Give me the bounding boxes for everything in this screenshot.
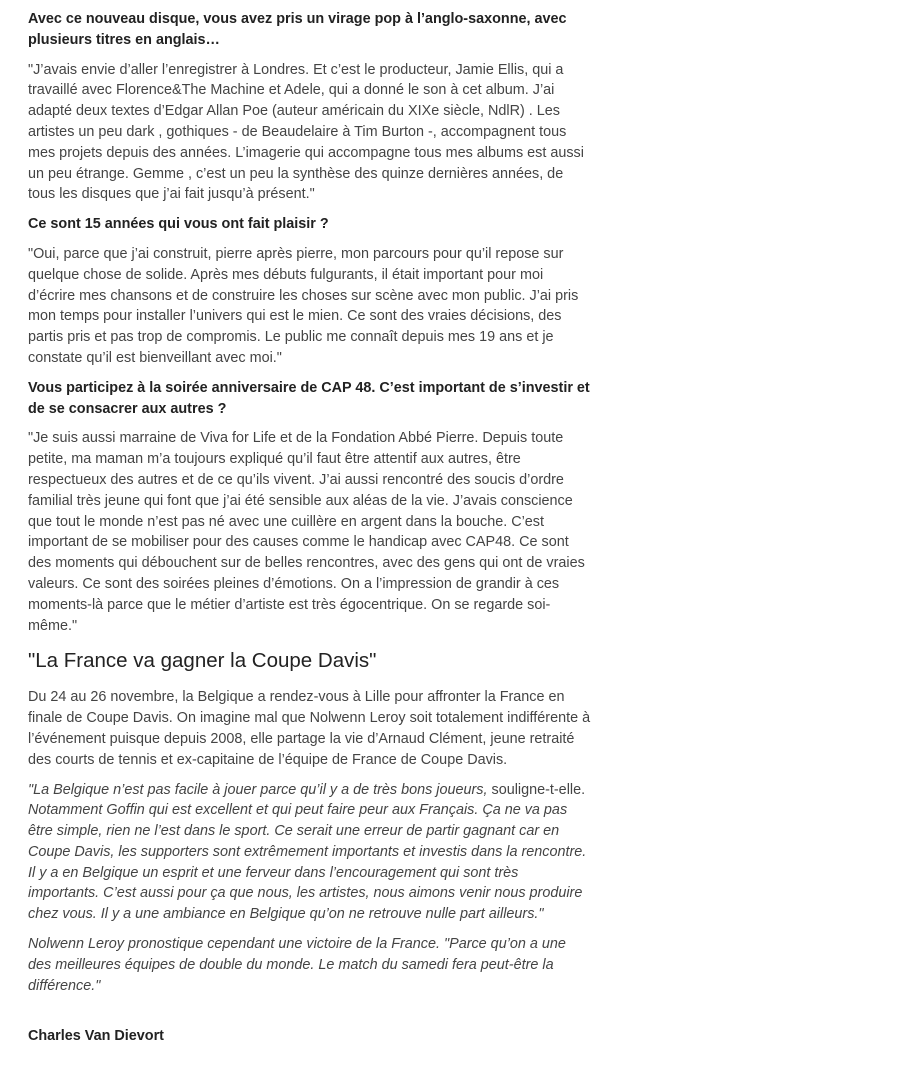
quote-paragraph-1 — [28, 780, 593, 926]
interview-question-3: Vous participez à la soirée anniversaire de CAP 48. C’est important de s’investir et de se consacrer aux autres ? — [28, 379, 590, 417]
interview-answer-2: "Oui, parce que j’ai construit, pierre après pierre, mon parcours pour qu’il repose sur quelque chose de solide. Après mes débuts fulgurants, il était important pour moi d’écrire mes chansons et de construire les choses sur scène avec mon public. J’ai pris mon temps pour installer l’univers qui est le mien. Ce sont des vraies décisions, des partis pris et pas trop de compromis. Le public me connaît depuis mes 19 ans et je constate qu’il est bienveillant avec moi." — [28, 245, 579, 366]
quote-attribution: souligne-t-elle. — [487, 781, 586, 798]
article-body — [28, 9, 593, 1056]
quote-paragraph-2: Nolwenn Leroy pronostique cependant une victoire de la France. "Parce qu’on a une des meilleures équipes de double du monde. Le match du samedi fera peut-être la différence." — [28, 936, 566, 994]
article-author: Charles Van Dievort — [28, 1028, 164, 1045]
interview-answer-3: "Je suis aussi marraine de Viva for Life et de la Fondation Abbé Pierre. Depuis toute petite, ma maman m’a toujours expliqué qu’il faut être attentif aux autres, être respectueux des autres et de ce qu’ils vivent. J’ai aussi rencontré des soucis d’ordre familial très jeune qui font que j’ai été sensible aux aléas de la vie. J’avais conscience que tout le monde n’est pas né avec une cuillère en argent dans la bouche. C’est important de se mobiliser pour des causes comme le handicap avec CAP48. Ce sont des moments qui débouchent sur de belles rencontres, avec des gens qui ont de vraies valeurs. Ce sont des soirées pleines d’émotions. On a l’impression de grandir à ces moments-là parce que le métier d’artiste est très égocentrique. On se regarde soi-même." — [28, 430, 585, 634]
section-heading: "La France va gagner la Coupe Davis" — [28, 649, 377, 673]
quote-text-continued: Notamment Goffin qui est excellent et qui peut faire peur aux Français. Ça ne va pas être simple, rien ne l’est dans le sport. Ce serait une erreur de partir gagnant car en Coupe Davis, les supporters sont extrêmement importants et investis dans la rencontre. Il y a en Belgique un esprit et une ferveur dans l’encouragement qui sont très importants. C’est aussi pour ça que nous, les artistes, nous aimons venir nous produire chez vous. Il y a une ambiance en Belgique qu’on ne retrouve nulle part ailleurs." — [28, 802, 587, 923]
interview-answer-1: "J’avais envie d’aller l’enregistrer à Londres. Et c’est le producteur, Jamie Ellis, qui a travaillé avec Florence&The Machine et Adele, qui a donné le son à cet album. J’ai adapté deux textes d’Edgar Allan Poe (auteur américain du XIXe siècle, NdlR) . Les artistes un peu dark , gothiques - de Beaudelaire à Tim Burton -, accompagnent tous mes projets depuis des années. L’imagerie qui accompagne tous mes albums est aussi un peu étrange. Gemme , c’est un peu la synthèse des quinze dernières années, de tous les disques que j’ai fait jusqu’à présent." — [28, 61, 584, 203]
quote-text-start: "La Belgique n’est pas facile à jouer parce qu’il y a de très bons joueurs, — [28, 781, 488, 798]
section-intro: Du 24 au 26 novembre, la Belgique a rendez-vous à Lille pour affronter la France en finale de Coupe Davis. On imagine mal que Nolwenn Leroy soit totalement indifférente à l’événement puisque depuis 2008, elle partage la vie d’Arnaud Clément, jeune retraité des courts de tennis et ex-capitaine de l’équipe de France de Coupe Davis. — [28, 689, 591, 768]
interview-question-1: Avec ce nouveau disque, vous avez pris un virage pop à l’anglo-saxonne, avec plusieurs titres en anglais… — [28, 11, 567, 48]
interview-question-2: Ce sont 15 années qui vous ont fait plaisir ? — [28, 216, 329, 233]
